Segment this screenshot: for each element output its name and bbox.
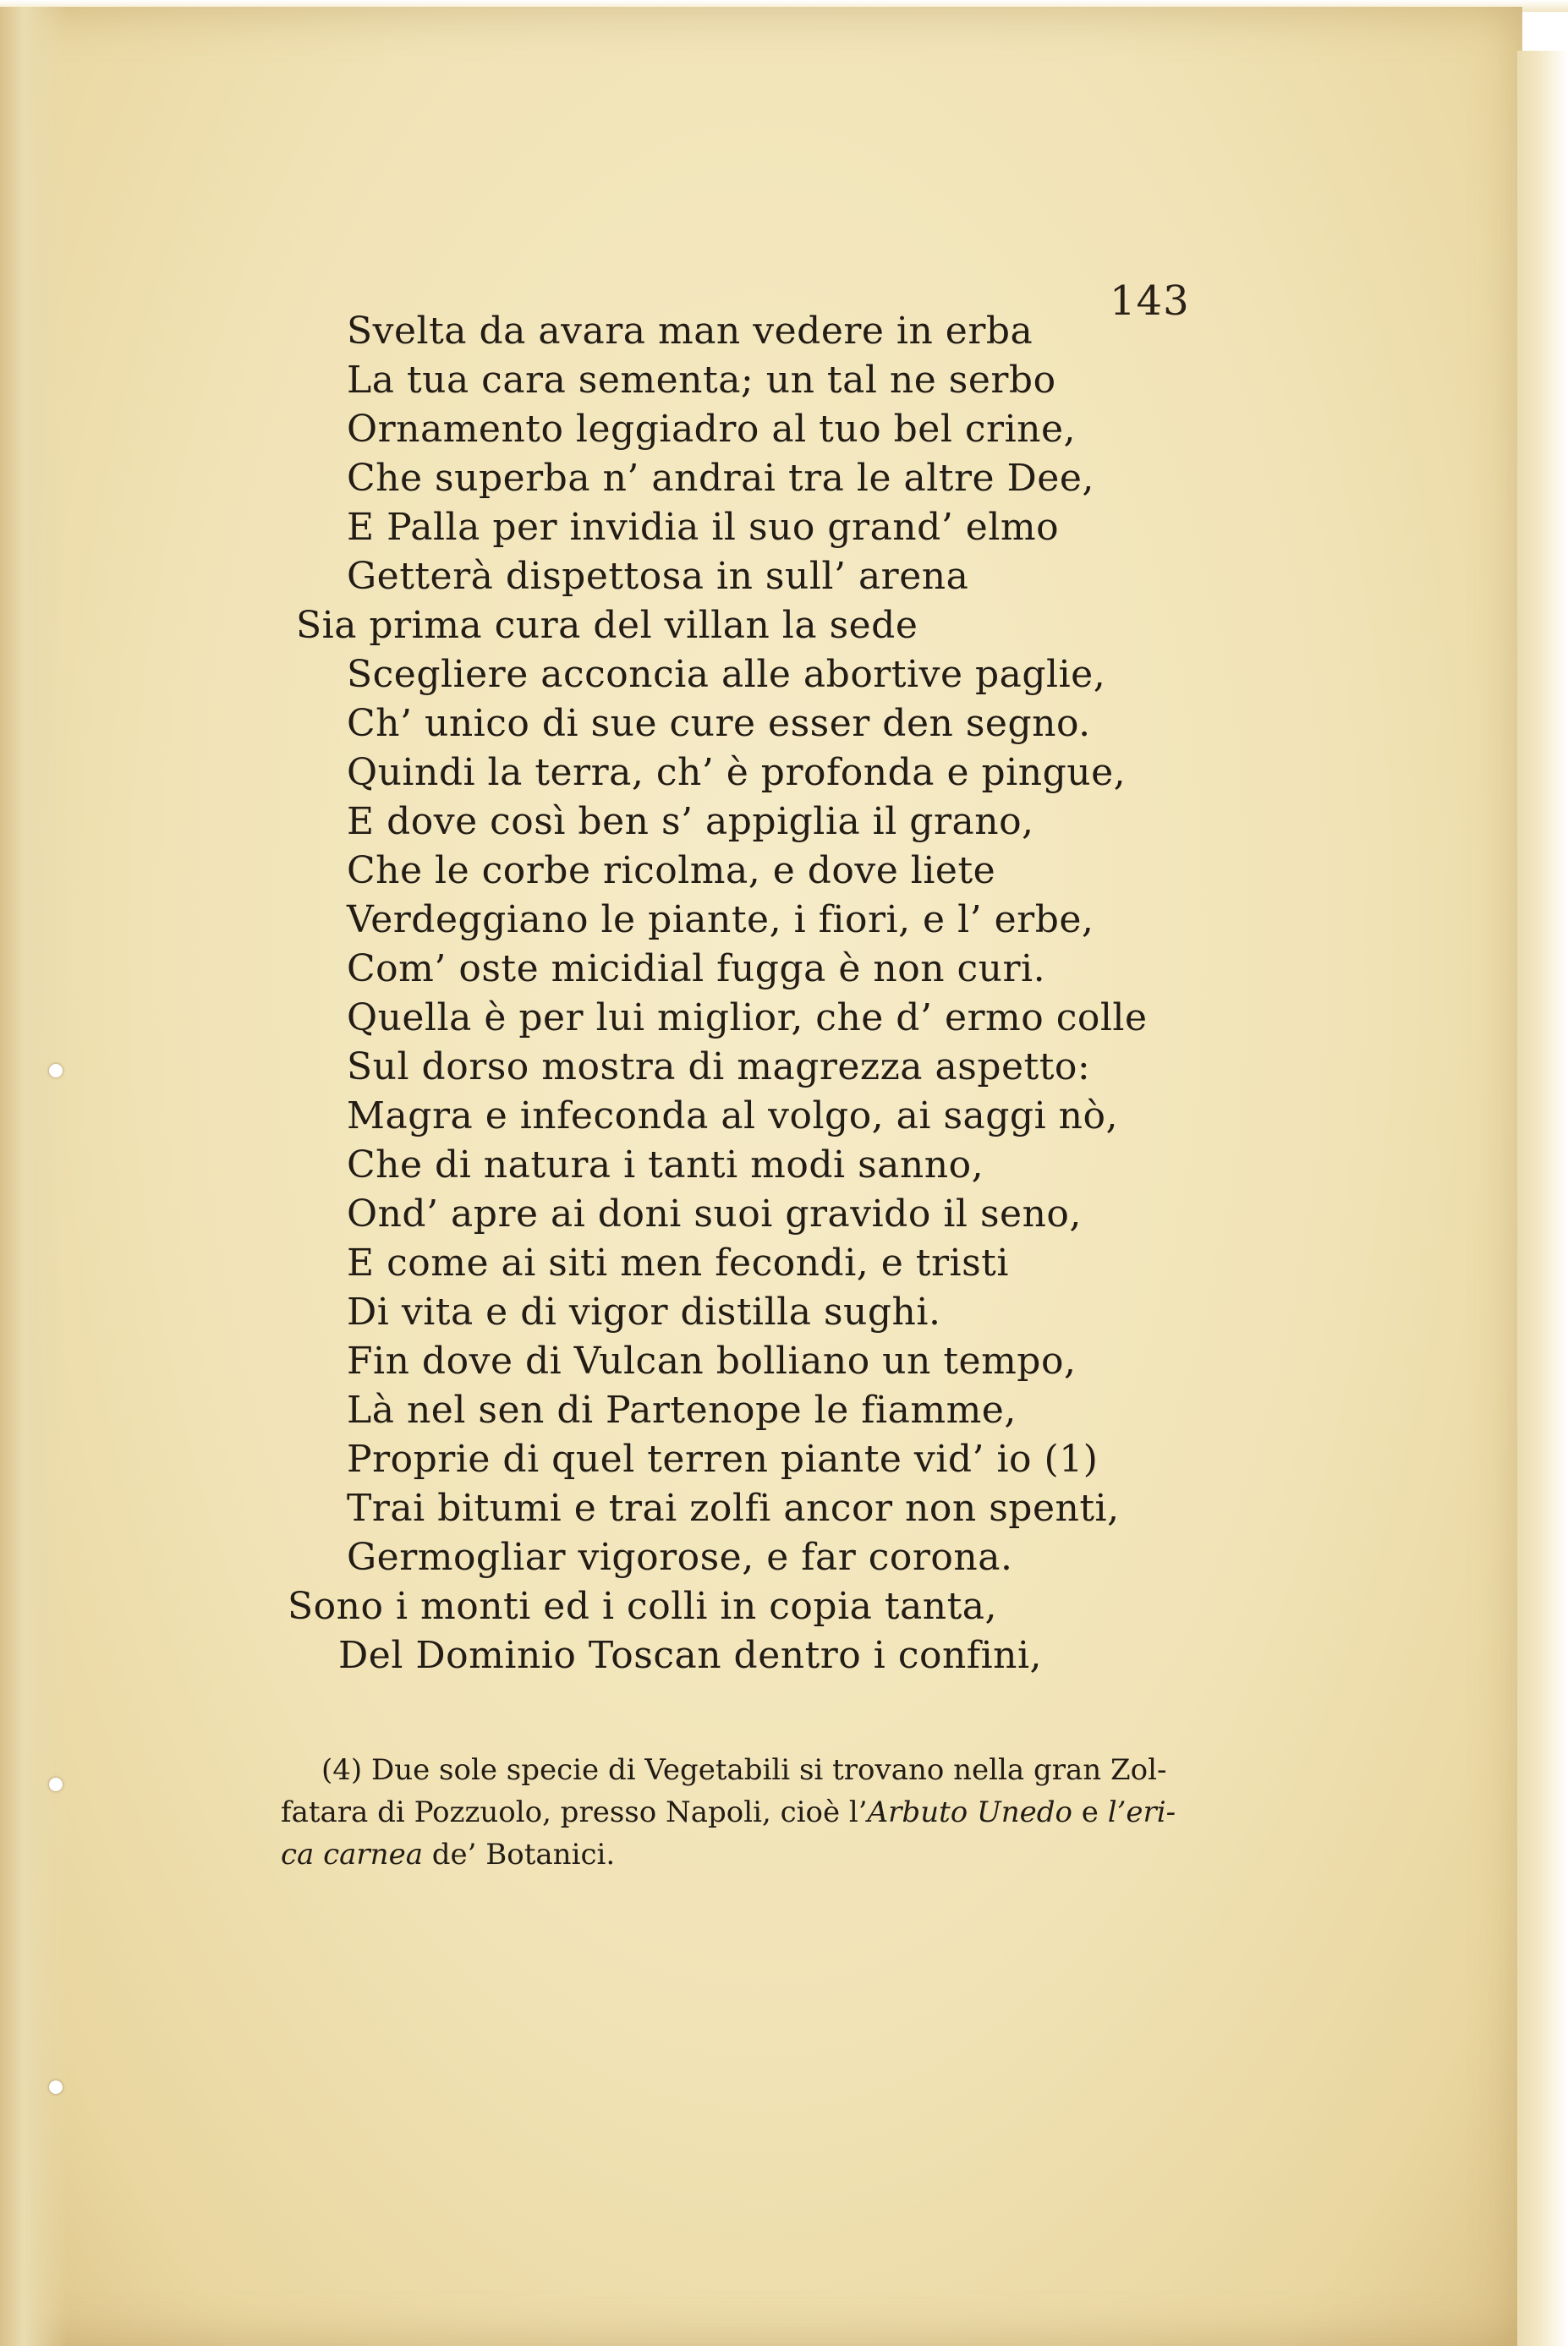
verse-line: Di vita e di vigor distilla sughi. [347, 1291, 941, 1334]
verse-line: Del Dominio Toscan dentro i confini, [338, 1634, 1043, 1677]
verse-line: Scegliere acconcia alle abortive paglie, [347, 653, 1106, 696]
binding-fold [0, 7, 68, 2346]
footnote-species-name: Arbuto Unedo [867, 1795, 1072, 1829]
verse-line: Che di natura i tanti modi sanno, [347, 1143, 984, 1187]
verse-line: Proprie di quel terren piante vid’ io (1) [347, 1438, 1099, 1481]
verse-line: Quindi la terra, ch’ è profonda e pingue, [347, 751, 1127, 794]
verse-line: Ond’ apre ai doni suoi gravido il seno, [347, 1192, 1082, 1236]
page-edge [1517, 51, 1568, 2346]
footnote-line-1: (4) Due sole specie di Vegetabili si trovano nella gran Zol- [321, 1753, 1167, 1787]
verse-line: Svelta da avara man vedere in erba [347, 310, 1033, 353]
footnote-species-name: l’eri- [1107, 1795, 1176, 1829]
verse-line: Che le corbe ricolma, e dove liete [347, 849, 996, 892]
verse-line: Getterà dispettosa in sull’ arena [347, 555, 969, 598]
verse-line: E dove così ben s’ appiglia il grano, [347, 800, 1034, 843]
verse-line: Com’ oste micidial fugga è non curi. [347, 947, 1046, 990]
verse-line: La tua cara sementa; un tal ne serbo [347, 359, 1056, 402]
verse-line: Che superba n’ andrai tra le altre Dee, [347, 457, 1094, 500]
verse-line: Sono i monti ed i colli in copia tanta, [288, 1585, 998, 1628]
verse-line: Sia prima cura del villan la sede [296, 604, 918, 647]
verse-line: Germogliar vigorose, e far corona. [347, 1536, 1013, 1579]
verse-line: Quella è per lui miglior, che d’ ermo colle [347, 996, 1148, 1039]
verse-line: Sul dorso mostra di magrezza aspetto: [347, 1045, 1091, 1088]
footnote [281, 1749, 1177, 1876]
verse-line: Trai bitumi e trai zolfi ancor non spenti, [347, 1487, 1120, 1530]
verse-line: Ch’ unico di sue cure esser den segno. [347, 702, 1091, 745]
verse-line: Fin dove di Vulcan bolliano un tempo, [347, 1340, 1077, 1383]
binding-hole [49, 1778, 63, 1791]
verse-line: Là nel sen di Partenope le fiamme, [347, 1389, 1017, 1432]
page-number: 143 [1110, 277, 1190, 325]
footnote-species-name: ca carnea [281, 1838, 423, 1872]
footnote-line-2 [281, 1795, 1176, 1829]
verse-line: Ornamento leggiadro al tuo bel crine, [347, 408, 1077, 451]
footnote-line-3 [281, 1838, 615, 1872]
verse-line: E come ai siti men fecondi, e tristi [347, 1242, 1009, 1285]
footnote-text: e [1072, 1795, 1108, 1829]
verse-line: E Palla per invidia il suo grand’ elmo [347, 506, 1060, 549]
footnote-text: fatara di Pozzuolo, presso Napoli, cioè l’ [281, 1795, 868, 1829]
verse-line: Verdeggiano le piante, i fiori, e l’ erbe, [347, 898, 1094, 941]
verse-line: Magra e infeconda al volgo, ai saggi nò, [347, 1094, 1118, 1137]
footnote-text: de’ Botanici. [422, 1838, 616, 1872]
binding-hole [49, 2080, 63, 2094]
binding-hole [49, 1064, 63, 1077]
